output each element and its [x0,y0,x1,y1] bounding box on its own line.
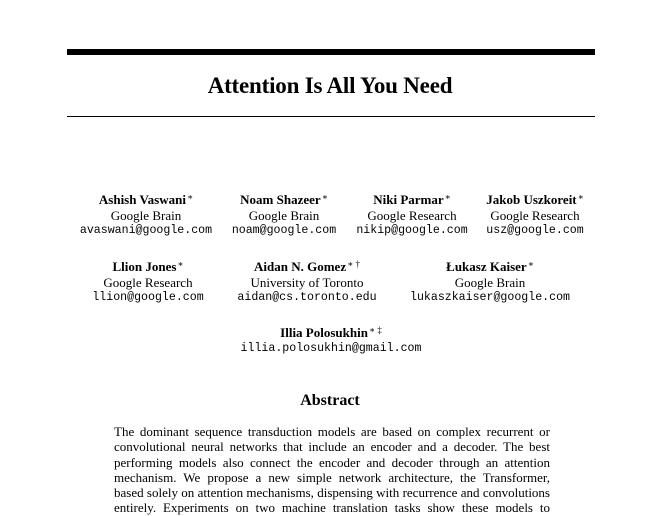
author-email: usz@google.com [486,224,584,237]
author-block [231,325,431,356]
author-footnote-mark: ∗ ‡ [368,325,382,335]
author-name: Illia Polosukhin∗ ‡ [280,325,382,340]
author-email: illia.polosukhin@gmail.com [240,341,422,355]
author-email: nikip@google.com [356,224,468,237]
author-footnote-mark: ∗ [577,192,584,202]
author-block [226,192,342,239]
author-email: noam@google.com [231,224,337,237]
top-rule [67,49,595,55]
abstract-body [114,424,550,516]
author-affiliation: Google Research [490,207,580,223]
abstract-line: The dominant sequence transduction models are based on complex recurrent or [114,424,550,439]
author-block [481,192,589,239]
abstract-line: mechanism. We propose a new simple network architecture, the Transformer, [114,469,550,485]
author-footnote-mark: ∗ [444,192,451,202]
abstract-line: entirely. Experiments on two machine translation tasks show these models to [114,500,550,516]
author-affiliation: Google Brain [110,207,182,223]
author-email: avaswani@google.com [79,224,213,237]
abstract-line: performing models also connect the encoder and decoder through an attention [114,454,550,470]
author-footnote-mark: ∗ [321,192,328,202]
author-name: Łukasz Kaiser∗ [446,259,534,274]
author-block [352,192,472,239]
author-email: lukaszkaiser@google.com [409,291,571,304]
title-bottom-rule [67,116,595,117]
abstract-line: convolutional neural networks that include an encoder and a decoder. The best [114,439,550,455]
author-block [88,259,208,306]
author-footnote-mark: ∗ [186,192,194,202]
abstract-line: based solely on attention mechanisms, dispensing with recurrence and convolutions [114,485,550,501]
paper-title: Attention Is All You Need [207,73,453,98]
abstract-heading: Abstract [300,392,360,409]
author-name: Aidan N. Gomez∗ † [254,259,360,274]
author-affiliation: Google Research [103,274,193,290]
author-name: Ashish Vaswani∗ [98,192,194,207]
author-block [76,192,216,239]
author-email: llion@google.com [92,291,204,304]
author-block [405,259,575,306]
author-footnote-mark: ∗ [527,259,534,269]
author-affiliation: Google Brain [454,274,526,290]
author-name: Llion Jones∗ [112,259,184,274]
author-name: Niki Parmar∗ [373,192,451,207]
author-name: Noam Shazeer∗ [240,192,328,207]
author-affiliation: University of Toronto [250,274,364,290]
author-footnote-mark: ∗ [177,259,184,269]
author-block [230,259,384,306]
author-footnote-mark: ∗ † [347,259,360,269]
author-affiliation: Google Research [367,207,457,223]
author-affiliation: Google Brain [248,207,320,223]
author-name: Jakob Uszkoreit∗ [486,192,584,207]
author-email: aidan@cs.toronto.edu [237,291,377,304]
